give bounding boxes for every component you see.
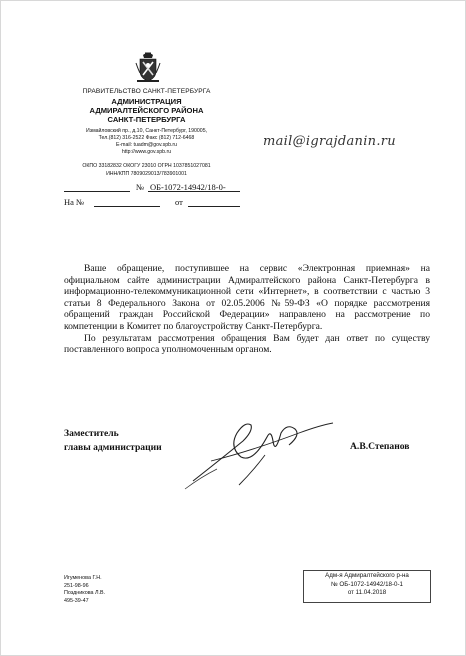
handwritten-signature xyxy=(181,411,341,491)
coat-of-arms-icon xyxy=(134,51,162,83)
incoming-number-blank xyxy=(94,206,160,207)
stamp-line: № ОБ-1072-14942/18-0-1 xyxy=(331,580,403,588)
admin-line: АДМИРАЛТЕЙСКОГО РАЙОНА xyxy=(89,106,204,116)
executor-line: Игуменова Г.Н. xyxy=(64,575,102,581)
registry-codes xyxy=(64,162,229,178)
signatory-title xyxy=(64,427,162,455)
website-line: http://www.gov.spb.ru xyxy=(121,149,172,156)
phone-line: Тел.(812) 316-2522 Факс (812) 712-6468 xyxy=(98,135,195,142)
handwritten-email: mail@igrajdanin.ru xyxy=(263,134,396,149)
outgoing-number-prefix: № xyxy=(136,182,145,192)
outgoing-number: ОБ-1072-14942/18-0- xyxy=(150,182,226,192)
executor-line: 251-98-96 xyxy=(64,582,89,589)
admin-line: САНКТ-ПЕТЕРБУРГА xyxy=(107,115,186,125)
address-line: Измайловский пр., д.10, Санкт-Петербург, 190005, xyxy=(85,128,208,134)
admin-line: АДМИНИСТРАЦИЯ xyxy=(111,97,182,106)
administration-heading xyxy=(64,97,229,125)
email-line: E-mail: tuadm@gov.spb.ru xyxy=(115,142,178,149)
incoming-date-blank xyxy=(188,206,240,207)
address-block xyxy=(64,128,229,156)
executor-line: Поздникова Л.В. xyxy=(64,590,106,596)
registration-stamp xyxy=(303,570,431,603)
stamp-line: от 11.04.2018 xyxy=(347,589,387,597)
executor-block xyxy=(64,575,105,605)
signatory-title-line: Заместитель xyxy=(64,428,119,439)
body-paragraph: По результатам рассмотрения обращения Вам будет дан ответ по существу поставленного вопроса уполномоченным органом. xyxy=(64,332,430,356)
number-underline xyxy=(148,191,240,192)
letter-body xyxy=(64,263,430,356)
stamp-line: Адм-я Адмиралтейского р-на xyxy=(325,572,409,579)
signatory-title-line: главы администрации xyxy=(64,442,162,453)
date-blank xyxy=(64,191,130,192)
codes-line: ОКПО 33182832 ОКОГУ 23010 ОГРН 1037851027081 xyxy=(82,163,211,169)
incoming-number-label: На № xyxy=(64,197,85,207)
executor-line: 495-39-47 xyxy=(64,597,89,604)
codes-line: ИНН/КПП 7809029013/783901001 xyxy=(106,171,187,178)
incoming-date-label: от xyxy=(175,197,183,207)
signatory-name: А.В.Степанов xyxy=(350,441,410,452)
body-paragraph: Ваше обращение, поступившее на сервис «Электронная приемная» на официальном сайте администрации Адмиралтейского района Санкт-Петербурга в информационно-телекоммуникационной сети «Интернет», в соответствии с частью 3 статьи 8 Федерального Закона от 02.05.2006 №59-ФЗ «О порядке рассмотрения обращений граждан Российской Федерации» направлено на рассмотрение по компетенции в Комитет по благоустройству Санкт-Петербурга. xyxy=(64,263,430,332)
government-heading: ПРАВИТЕЛЬСТВО САНКТ-ПЕТЕРБУРГА xyxy=(82,88,211,95)
